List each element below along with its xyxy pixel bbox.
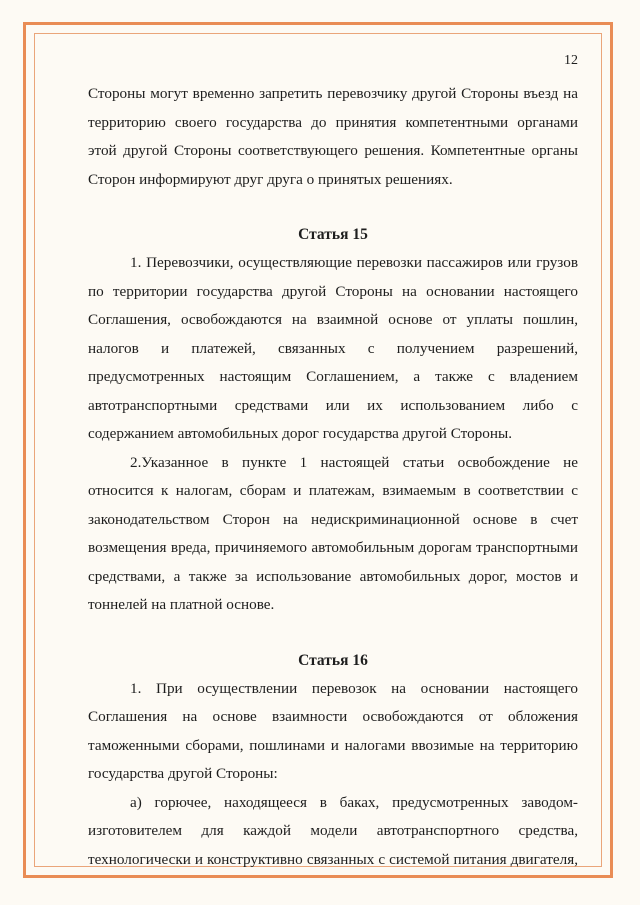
article-15-paragraph-2: 2.Указанное в пункте 1 настоящей статьи освобождение не относится к налогам, сборам и платежам, взимаемым в соответствии с законодательством Сторон на недискриминационной основе в счет возмещения вреда, причиняемого автомобильным дорогам транспортными средствами, а также за использование автомобильных дорог, мостов и тоннелей на платной основе. — [88, 453, 578, 613]
intro-paragraph: Стороны могут временно запретить перевозчику другой Стороны въезд на территорию своего государства до принятия компетентными органами этой другой Стороны соответствующего решения. Компетентные органы Сторон информируют друг друга о принятых решениях. — [88, 85, 578, 188]
article-16-paragraph-2: а) горючее, находящееся в баках, предусмотренных заводом-изготовителем для каждой модели автотранспортного средства, технологически и конструктивно связанных с системой питания двигателя, — [88, 793, 578, 868]
page-number: 12 — [564, 53, 578, 68]
document-body — [88, 80, 578, 874]
article-16-paragraph-1: 1. При осуществлении перевозок на основании настоящего Соглашения на основе взаимности освобождаются от обложения таможенными сборами, пошлинами и налогами ввозимые на территорию государства другой Стороны: — [88, 679, 578, 782]
article-15-title: Статья 15 — [298, 226, 368, 243]
article-16-title: Статья 16 — [298, 651, 368, 669]
article-15-paragraph-1: 1. Перевозчики, осуществляющие перевозки пассажиров или грузов по территории государства другой Стороны на основании настоящего Соглашения, освобождаются на взаимной основе от уплаты пошлин, налогов и платежей, связанных с получением разрешений, предусмотренных настоящим Соглашением, а также с владением автотранспортными средствами или их использованием либо с содержанием автомобильных дорог государства другой Стороны. — [88, 254, 578, 442]
